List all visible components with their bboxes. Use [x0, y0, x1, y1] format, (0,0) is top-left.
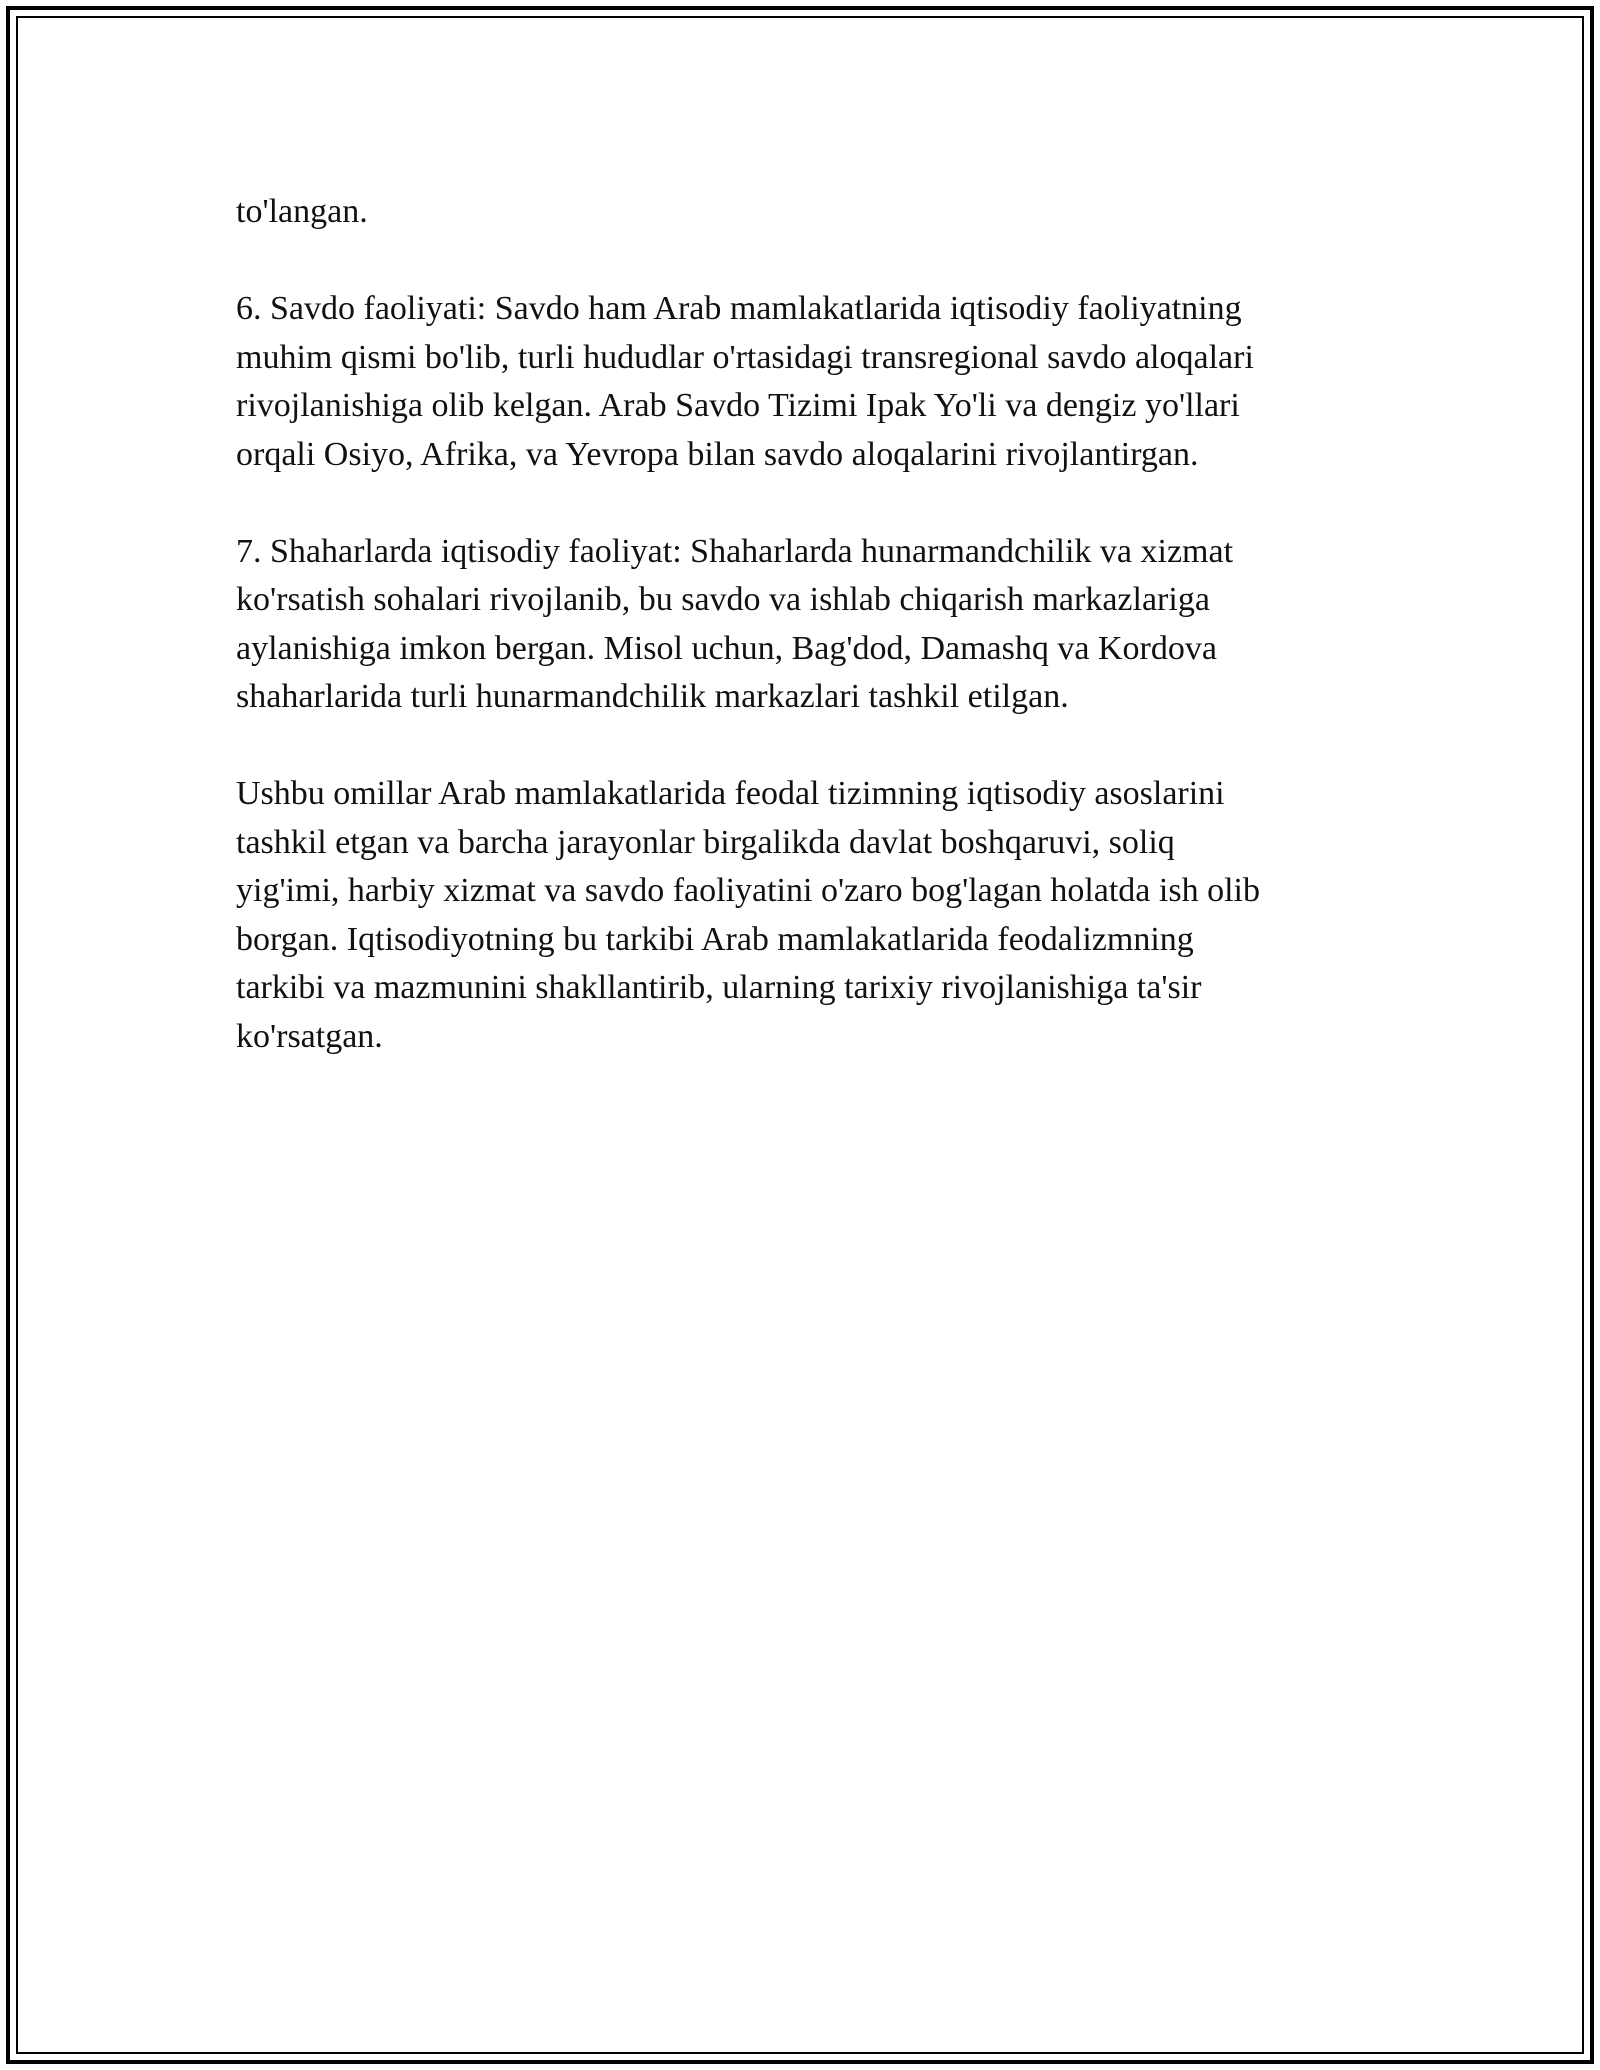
paragraph-conclusion: Ushbu omillar Arab mamlakatlarida feodal tizimning iqtisodiy asoslarini tashkil etgan va barcha jarayonlar birgalikda davlat boshqaruvi, soliq yig'imi, harbiy xizmat va savdo faoliyatini o'zaro bog'lagan holatda ish olib borgan. Iqtisodiyotning bu tarkibi Arab mamlakatlarida feodalizmning tarkibi va mazmunini shakllantirib, ularning tarixiy rivojlanishiga ta'sir ko'rsatgan.: [236, 775, 1260, 1055]
paragraph-trade-activity: 6. Savdo faoliyati: Savdo ham Arab mamlakatlarida iqtisodiy faoliyatning muhim qismi bo'lib, turli hududlar o'rtasidagi transregional savdo aloqalari rivojlanishiga olib kelgan. Arab Savdo Tizimi Ipak Yo'li va dengiz yo'llari orqali Osiyo, Afrika, va Yevropa bilan savdo aloqalarini rivojlantirgan.: [236, 290, 1254, 473]
paragraph-continuation: to'langan.: [236, 193, 368, 230]
document-body: [236, 188, 1366, 1110]
paragraph-urban-economic-activity: 7. Shaharlarda iqtisodiy faoliyat: Shaharlarda hunarmandchilik va xizmat ko'rsatish sohalari rivojlanib, bu savdo va ishlab chiqarish markazlariga aylanishiga imkon bergan. Misol uchun, Bag'dod, Damashq va Kordova shaharlarida turli hunarmandchilik markazlari tashkil etilgan.: [236, 532, 1234, 715]
